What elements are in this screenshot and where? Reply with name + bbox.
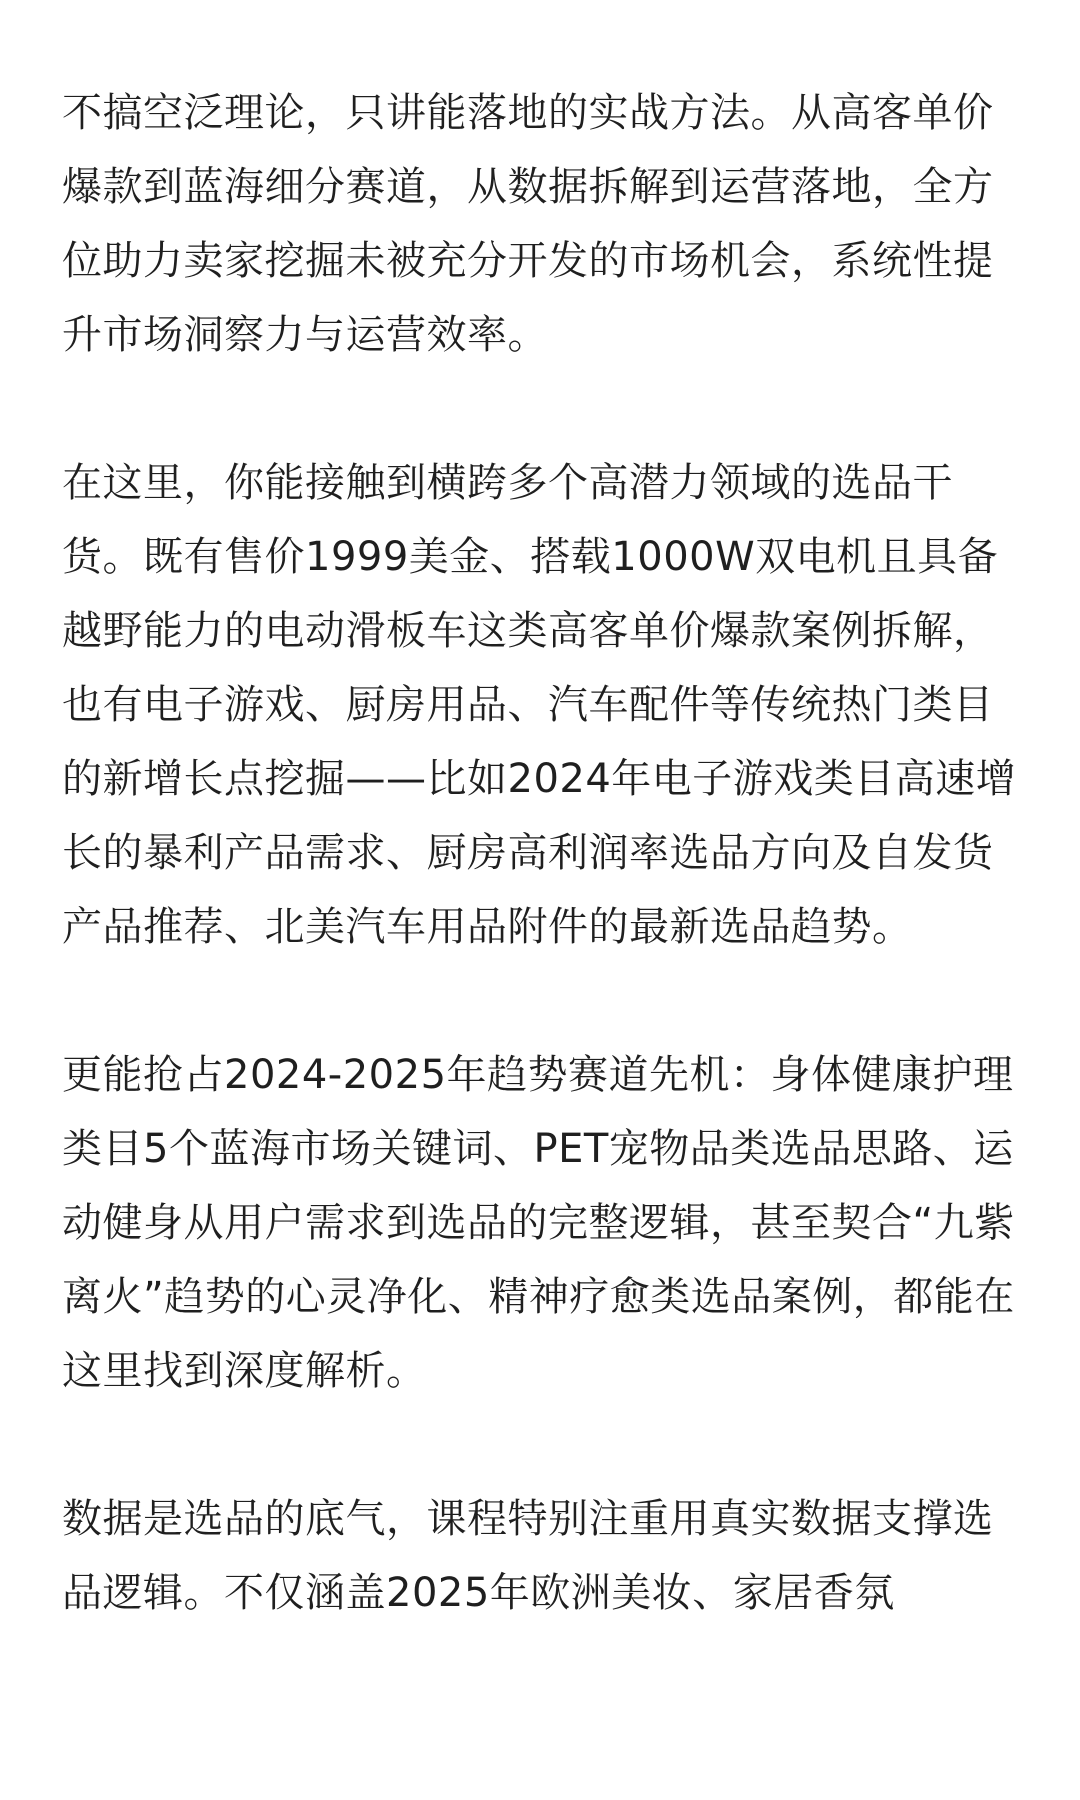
paragraph-trend-tracks: 更能抢占2024-2025年趋势赛道先机：身体健康护理类目5个蓝海市场关键词、PET宠物品类选品思路、运动健身从用户需求到选品的完整逻辑，甚至契合“九紫离火”趋势的心灵净化、精神疗愈类选品案例，都能在这里找到深度解析。 bbox=[62, 1052, 1015, 1394]
paragraph-data-driven: 数据是选品的底气，课程特别注重用真实数据支撑选品逻辑。不仅涵盖2025年欧洲美妆、家居香氛 bbox=[62, 1496, 994, 1616]
paragraph-product-categories: 在这里，你能接触到横跨多个高潜力领域的选品干货。既有售价1999美金、搭载1000W双电机且具备越野能力的电动滑板车这类高客单价爆款案例拆解，也有电子游戏、厨房用品、汽车配件等传统热门类目的新增长点挖掘——比如2024年电子游戏类目高速增长的暴利产品需求、厨房高利润率选品方向及自发货产品推荐、北美汽车用品附件的最新选品趋势。 bbox=[62, 460, 1017, 950]
paragraph-intro: 不搞空泛理论，只讲能落地的实战方法。从高客单价爆款到蓝海细分赛道，从数据拆解到运营落地，全方位助力卖家挖掘未被充分开发的市场机会，系统性提升市场洞察力与运营效率。 bbox=[62, 90, 994, 358]
